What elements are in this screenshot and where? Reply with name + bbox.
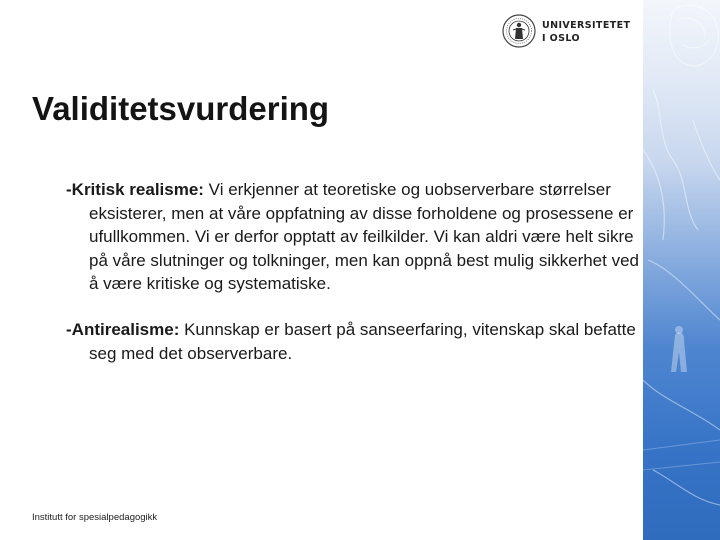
definition-critical-realism: Vi erkjenner at teoretiske og uobserverbare størrelser eksisterer, men at våre oppfatning av disse forholdene og prosessene er ufullkommen. Vi er derfor opptatt av feilkilder. Vi kan aldri være helt sikre på våre slutninger og tolkninger, men kan oppnå best mulig sikkerhet ved å være kritiske og systematiske. <box>89 180 639 293</box>
definition-antirealism: Kunnskap er basert på sanseerfaring, vitenskap skal befatte seg med det observerbare. <box>89 320 636 363</box>
paragraph-critical-realism <box>66 178 645 296</box>
university-name-line2: I OSLO <box>542 33 580 44</box>
university-logo <box>502 14 634 50</box>
university-name-line1: UNIVERSITETET <box>542 20 631 31</box>
footer-department: Institutt for spesialpedagogikk <box>32 512 158 523</box>
decorative-side-panel <box>643 0 720 540</box>
term-antirealism: -Antirealisme: <box>66 320 180 339</box>
paragraph-antirealism <box>66 318 645 365</box>
university-seal-icon <box>502 14 536 48</box>
apollo-relief-illustration <box>643 0 720 540</box>
term-critical-realism: -Kritisk realisme: <box>66 180 204 199</box>
slide-title: Validitetsvurdering <box>32 90 330 127</box>
